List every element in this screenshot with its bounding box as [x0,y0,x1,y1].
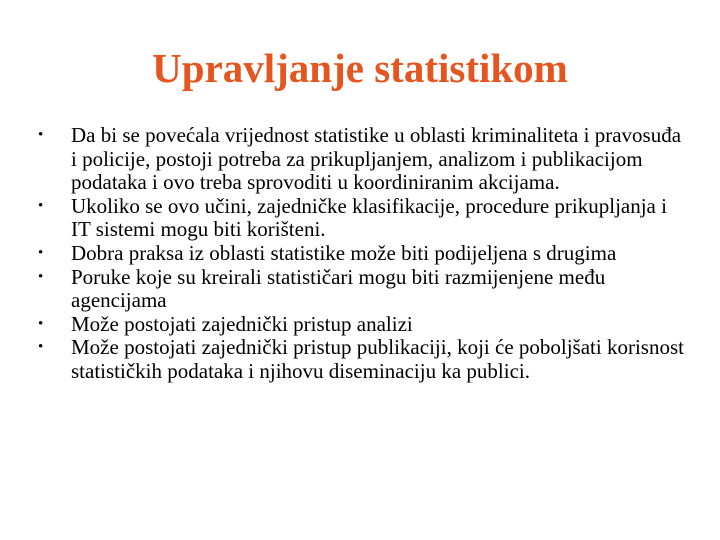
slide-title: Upravljanje statistikom [152,45,568,91]
bullet-dot-icon: • [38,268,44,285]
bullet-text-4: Poruke koje su kreirali statističari mogu biti razmijenjene među agencijama [71,264,606,313]
bullet-text-1: Da bi se povećala vrijednost statistike u oblasti kriminaliteta i pravosuđa i policije, postoji potreba za prikupljanjem, analizom i publikacijom podataka i ovo treba sprovoditi u koordiniranim akcijama. [71,123,682,195]
bullet-text-5: Može postojati zajednički pristup analizi [71,311,413,336]
bullet-item-4 [38,266,688,313]
bullet-dot-icon: • [38,315,44,332]
bullet-text-3: Dobra praksa iz oblasti statistike može biti podijeljena s drugima [71,240,617,265]
bullet-dot-icon: • [38,244,44,261]
bullet-list [38,124,688,384]
bullet-text-6: Može postojati zajednički pristup publikaciji, koji će poboljšati korisnost statističkih podataka i njihovu diseminaciju ka publici. [71,335,684,383]
bullet-text-2: Ukoliko se ovo učini, zajedničke klasifikacije, procedure prikupljanja i IT sistemi mogu biti korišteni. [71,193,667,242]
bullet-item-1 [38,124,688,195]
bullet-item-6 [38,336,688,383]
bullet-dot-icon: • [38,127,44,143]
bullet-item-5 [38,313,688,337]
bullet-dot-icon: • [38,197,44,214]
bullet-item-2 [38,195,688,242]
bullet-dot-icon: • [38,339,44,356]
bullet-item-3 [38,242,688,266]
